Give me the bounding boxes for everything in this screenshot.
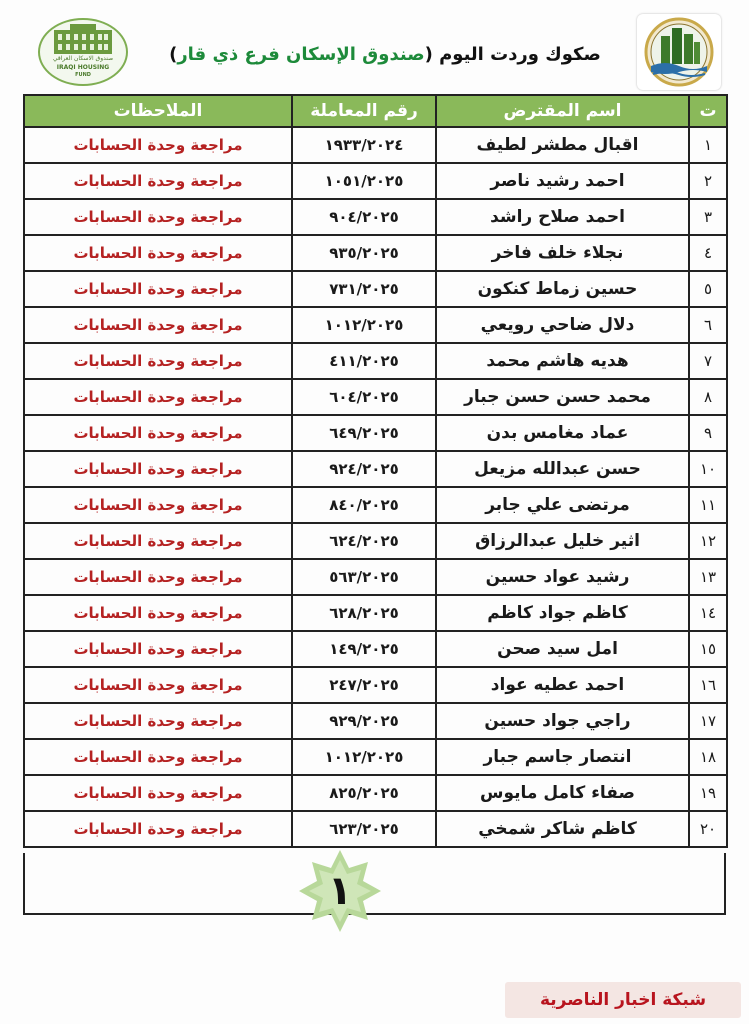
table-row [24,523,727,559]
row-seq: ٥ [689,271,727,307]
row-borrower-name: كاظم جواد كاظم [436,595,689,631]
table-row [24,343,727,379]
row-note: مراجعة وحدة الحسابات [24,343,292,379]
row-transaction-number: ٧٣١/٢٠٢٥ [292,271,436,307]
row-borrower-name: مرتضى علي جابر [436,487,689,523]
table-row [24,811,727,847]
row-seq: ٣ [689,199,727,235]
title-highlight: صندوق الإسكان فرع ذي قار [177,44,425,65]
logo-english-text-fund: FUND [75,72,91,78]
table-row [24,307,727,343]
title-prefix: صكوك وردت اليوم ( [424,44,601,65]
row-borrower-name: راجي جواد حسين [436,703,689,739]
row-transaction-number: ٦٢٣/٢٠٢٥ [292,811,436,847]
row-seq: ٧ [689,343,727,379]
row-note: مراجعة وحدة الحسابات [24,739,292,775]
table-row [24,379,727,415]
row-transaction-number: ٦٠٤/٢٠٢٥ [292,379,436,415]
table-row [24,775,727,811]
row-note: مراجعة وحدة الحسابات [24,595,292,631]
row-transaction-number: ٦٤٩/٢٠٢٥ [292,415,436,451]
row-note: مراجعة وحدة الحسابات [24,667,292,703]
row-note: مراجعة وحدة الحسابات [24,379,292,415]
row-seq: ٢ [689,163,727,199]
watermark [505,982,741,1018]
row-transaction-number: ٩٣٥/٢٠٢٥ [292,235,436,271]
row-borrower-name: محمد حسن حسن جبار [436,379,689,415]
row-transaction-number: ٨٤٠/٢٠٢٥ [292,487,436,523]
watermark-text: شبكة اخبار الناصرية [539,990,707,1010]
row-borrower-name: امل سيد صحن [436,631,689,667]
row-transaction-number: ٤١١/٢٠٢٥ [292,343,436,379]
row-borrower-name: اثير خليل عبدالرزاق [436,523,689,559]
row-note: مراجعة وحدة الحسابات [24,811,292,847]
row-seq: ١٩ [689,775,727,811]
title-suffix: ) [169,44,178,65]
row-transaction-number: ٩٢٤/٢٠٢٥ [292,451,436,487]
column-header-name: اسم المقترض [436,95,689,127]
table-row [24,127,727,163]
row-note: مراجعة وحدة الحسابات [24,235,292,271]
row-seq: ٦ [689,307,727,343]
row-seq: ١٣ [689,559,727,595]
row-note: مراجعة وحدة الحسابات [24,127,292,163]
row-seq: ٩ [689,415,727,451]
table-row [24,199,727,235]
row-note: مراجعة وحدة الحسابات [24,631,292,667]
row-seq: ٤ [689,235,727,271]
row-seq: ٨ [689,379,727,415]
row-note: مراجعة وحدة الحسابات [24,775,292,811]
row-borrower-name: احمد صلاح راشد [436,199,689,235]
row-borrower-name: احمد رشيد ناصر [436,163,689,199]
table-row [24,667,727,703]
table-body [24,127,727,847]
row-note: مراجعة وحدة الحسابات [24,523,292,559]
header [0,0,749,92]
iraqi-housing-fund-logo [38,18,128,86]
row-transaction-number: ٨٢٥/٢٠٢٥ [292,775,436,811]
table-row [24,739,727,775]
row-transaction-number: ١٠٥١/٢٠٢٥ [292,163,436,199]
towers-emblem-icon [637,14,721,90]
row-note: مراجعة وحدة الحسابات [24,487,292,523]
row-note: مراجعة وحدة الحسابات [24,559,292,595]
row-borrower-name: نجلاء خلف فاخر [436,235,689,271]
table-row [24,595,727,631]
table-row [24,703,727,739]
logo-arabic-text: صندوق الاسكان العراقي [52,55,114,62]
column-header-seq: ت [689,95,727,127]
table-row [24,451,727,487]
table-row [24,631,727,667]
column-header-notes: الملاحظات [24,95,292,127]
row-transaction-number: ٩٠٤/٢٠٢٥ [292,199,436,235]
row-note: مراجعة وحدة الحسابات [24,199,292,235]
table-row [24,271,727,307]
table-row [24,163,727,199]
row-note: مراجعة وحدة الحسابات [24,703,292,739]
row-note: مراجعة وحدة الحسابات [24,163,292,199]
row-transaction-number: ١٩٣٣/٢٠٢٤ [292,127,436,163]
row-borrower-name: رشيد عواد حسين [436,559,689,595]
row-transaction-number: ٩٢٩/٢٠٢٥ [292,703,436,739]
row-borrower-name: انتصار جاسم جبار [436,739,689,775]
row-borrower-name: صفاء كامل مايوس [436,775,689,811]
row-transaction-number: ١٠١٢/٢٠٢٥ [292,307,436,343]
row-seq: ١ [689,127,727,163]
page-number-badge [297,848,383,934]
row-borrower-name: احمد عطيه عواد [436,667,689,703]
row-borrower-name: كاظم شاكر شمخي [436,811,689,847]
row-borrower-name: حسين زماط كنكون [436,271,689,307]
row-borrower-name: عماد مغامس بدن [436,415,689,451]
table-row [24,235,727,271]
page-number: ١ [327,868,353,914]
row-borrower-name: دلال ضاحي رويعي [436,307,689,343]
row-borrower-name: اقبال مطشر لطيف [436,127,689,163]
row-note: مراجعة وحدة الحسابات [24,271,292,307]
row-seq: ١٤ [689,595,727,631]
logo-english-text: IRAQI HOUSING [56,64,110,71]
table-row [24,487,727,523]
branch-logo [637,14,721,90]
row-seq: ١٧ [689,703,727,739]
row-note: مراجعة وحدة الحسابات [24,451,292,487]
row-seq: ١١ [689,487,727,523]
table-row [24,559,727,595]
row-seq: ١٥ [689,631,727,667]
row-transaction-number: ٥٦٣/٢٠٢٥ [292,559,436,595]
row-borrower-name: هديه هاشم محمد [436,343,689,379]
row-transaction-number: ٢٤٧/٢٠٢٥ [292,667,436,703]
row-transaction-number: ٦٢٤/٢٠٢٥ [292,523,436,559]
row-note: مراجعة وحدة الحسابات [24,307,292,343]
row-transaction-number: ٦٢٨/٢٠٢٥ [292,595,436,631]
table-header-row [24,95,727,127]
row-seq: ١٢ [689,523,727,559]
row-borrower-name: حسن عبدالله مزيعل [436,451,689,487]
table-row [24,415,727,451]
row-note: مراجعة وحدة الحسابات [24,415,292,451]
column-header-transaction: رقم المعاملة [292,95,436,127]
borrowers-table-container [23,94,726,854]
borrowers-table [23,94,728,848]
page-title [150,38,620,72]
row-seq: ٢٠ [689,811,727,847]
row-seq: ١٦ [689,667,727,703]
row-seq: ١٨ [689,739,727,775]
row-seq: ١٠ [689,451,727,487]
row-transaction-number: ١٠١٢/٢٠٢٥ [292,739,436,775]
row-transaction-number: ١٤٩/٢٠٢٥ [292,631,436,667]
